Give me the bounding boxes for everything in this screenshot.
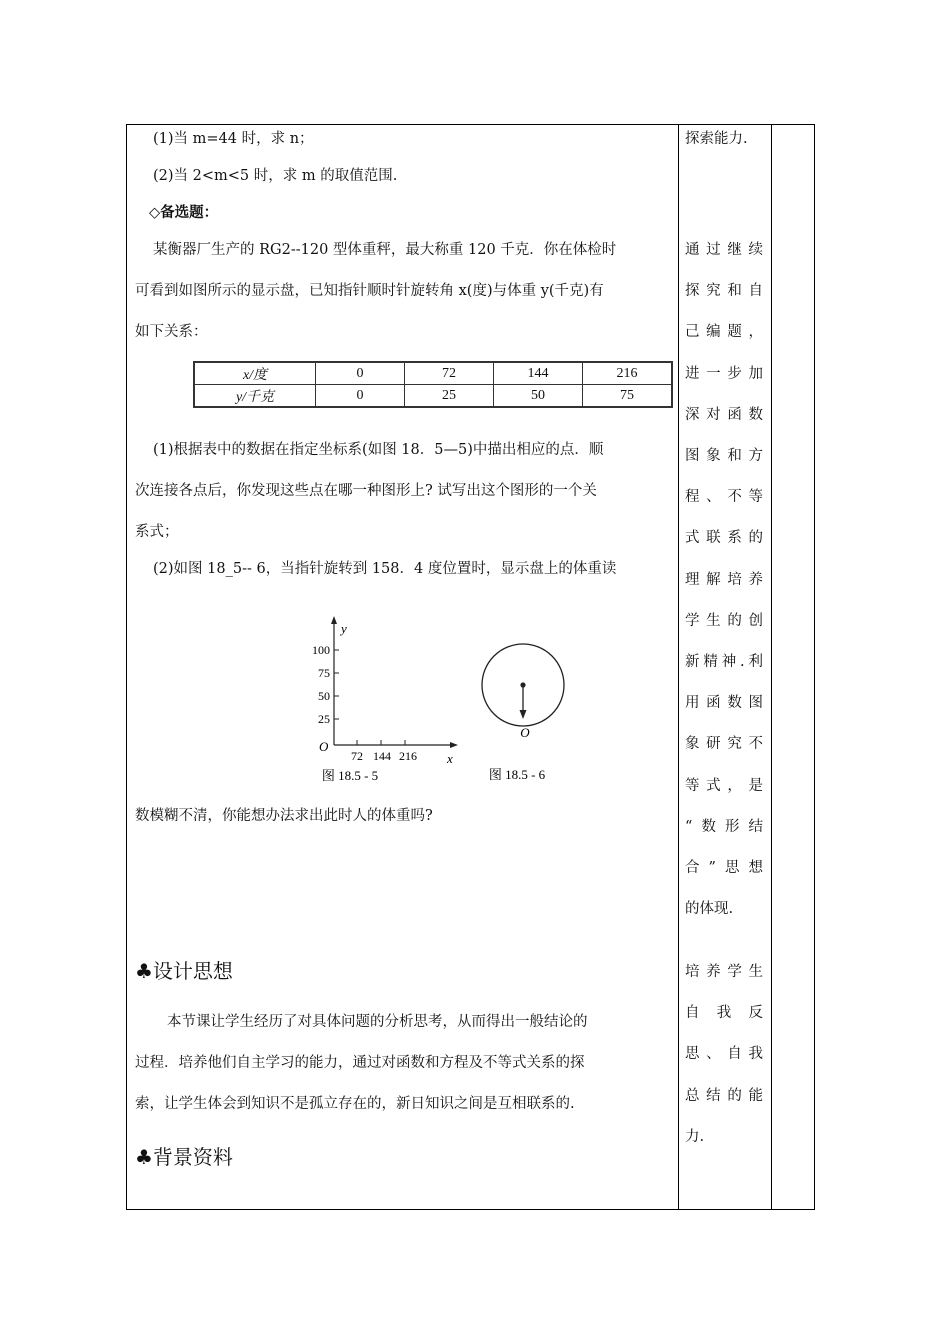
question-2: (2)当 2<m<5 时，求 m 的取值范围.	[153, 168, 398, 184]
y-tick-label: 25	[318, 712, 330, 726]
figure2-caption: 图 18.5 - 6	[488, 767, 546, 782]
row-label: y/千克	[194, 385, 316, 408]
table-cell: 75	[583, 385, 673, 408]
background-heading: ♣背景资料	[135, 1145, 233, 1169]
y-tick-label: 50	[318, 689, 330, 703]
table-cell: 0	[316, 385, 405, 408]
note2-line: 图象和方	[685, 448, 763, 464]
para3: 数模糊不清，你能想办法求出此时人的体重吗?	[135, 808, 433, 824]
design-line2: 过程．培养他们自主学习的能力，通过对函数和方程及不等式关系的探	[135, 1055, 585, 1071]
para2-line1: (1)根据表中的数据在指定坐标系(如图 18．5—5)中描出相应的点．顺	[153, 442, 604, 458]
x-tick-label: 216	[399, 749, 417, 763]
y-tick-label: 100	[312, 643, 330, 657]
note3-line: 力.	[685, 1128, 705, 1145]
para2-line2: 次连接各点后，你发现这些点在哪一种图形上? 试写出这个图形的一个关	[135, 483, 597, 499]
x-axis-label: x	[447, 751, 453, 766]
pointer-arrow-icon	[520, 710, 527, 719]
table-row	[194, 362, 672, 385]
design-line3: 索，让学生体会到知识不是孤立存在的，新日知识之间是互相联系的.	[135, 1096, 575, 1112]
para2-line3: 系式；	[135, 524, 179, 540]
note2-line: 探究和自	[685, 283, 763, 300]
para1-line3: 如下关系：	[135, 324, 208, 340]
note3-line: 总结的能	[685, 1087, 763, 1104]
figure1-caption: 图 18.5 - 5	[321, 768, 379, 783]
note2-line: 象研究不	[685, 736, 763, 753]
note2-line: 己编题，	[685, 324, 763, 341]
x-tick-label: 72	[351, 749, 363, 763]
note2-line: 用函数图	[685, 695, 763, 712]
note2-line: 等式，是	[685, 777, 763, 794]
dial-origin-label: O	[520, 725, 530, 740]
note3-line: 思、自我	[685, 1046, 763, 1063]
dial-figure	[475, 633, 595, 783]
y-axis-arrow	[331, 616, 337, 624]
table-cell: 216	[583, 362, 673, 385]
column-divider-2	[771, 125, 772, 1209]
x-axis-arrow	[450, 742, 458, 748]
para1-line2: 可看到如图所示的显示盘，已知指针顺时针旋转角 x(度)与体重 y(千克)有	[135, 283, 604, 299]
table-cell: 25	[405, 385, 494, 408]
y-axis-label: y	[341, 621, 347, 636]
coordinate-figure	[305, 613, 465, 783]
note2-line: 新精神.利	[685, 654, 763, 670]
table-cell: 0	[316, 362, 405, 385]
table-row	[194, 385, 672, 408]
note2-line: “数形结	[685, 818, 763, 835]
note2-line: 的体现.	[685, 901, 734, 918]
lesson-table	[126, 124, 815, 1210]
note2-line: 进一步加	[685, 365, 763, 382]
design-line1: 本节课让学生经历了对具体问题的分析思考，从而得出一般结论的	[167, 1014, 588, 1030]
note1-line: 探索能力.	[685, 131, 748, 147]
note2-line: 程、不等	[685, 489, 763, 506]
note2-line: 式联系的	[685, 530, 763, 547]
question-1: (1)当 m=44 时，求 n；	[153, 131, 314, 147]
column-divider-1	[678, 125, 679, 1209]
row-label: x/度	[194, 362, 316, 385]
table-cell: 144	[494, 362, 583, 385]
note3-line: 自 我 反	[685, 1005, 763, 1022]
table-cell: 50	[494, 385, 583, 408]
data-table	[193, 361, 673, 408]
table-cell: 72	[405, 362, 494, 385]
x-tick-label: 144	[373, 749, 391, 763]
backup-title: ◇备选题：	[149, 205, 219, 221]
para1-line1: 某衡器厂生产的 RG2--120 型体重秤，最大称重 120 千克．你在体检时	[153, 242, 617, 258]
note2-line: 深对函数	[685, 406, 763, 423]
note2-line: 学生的创	[685, 612, 763, 629]
note2-line: 合”思想	[685, 860, 763, 876]
note2-line: 通过继续	[685, 242, 763, 258]
design-heading: ♣设计思想	[135, 959, 233, 983]
origin-label: O	[319, 739, 329, 754]
y-tick-label: 75	[318, 666, 330, 680]
note2-line: 理解培养	[685, 571, 763, 588]
para2-line4: (2)如图 18_5-- 6，当指针旋转到 158．4 度位置时，显示盘上的体重读	[153, 561, 617, 577]
note3-line: 培养学生	[685, 964, 763, 980]
